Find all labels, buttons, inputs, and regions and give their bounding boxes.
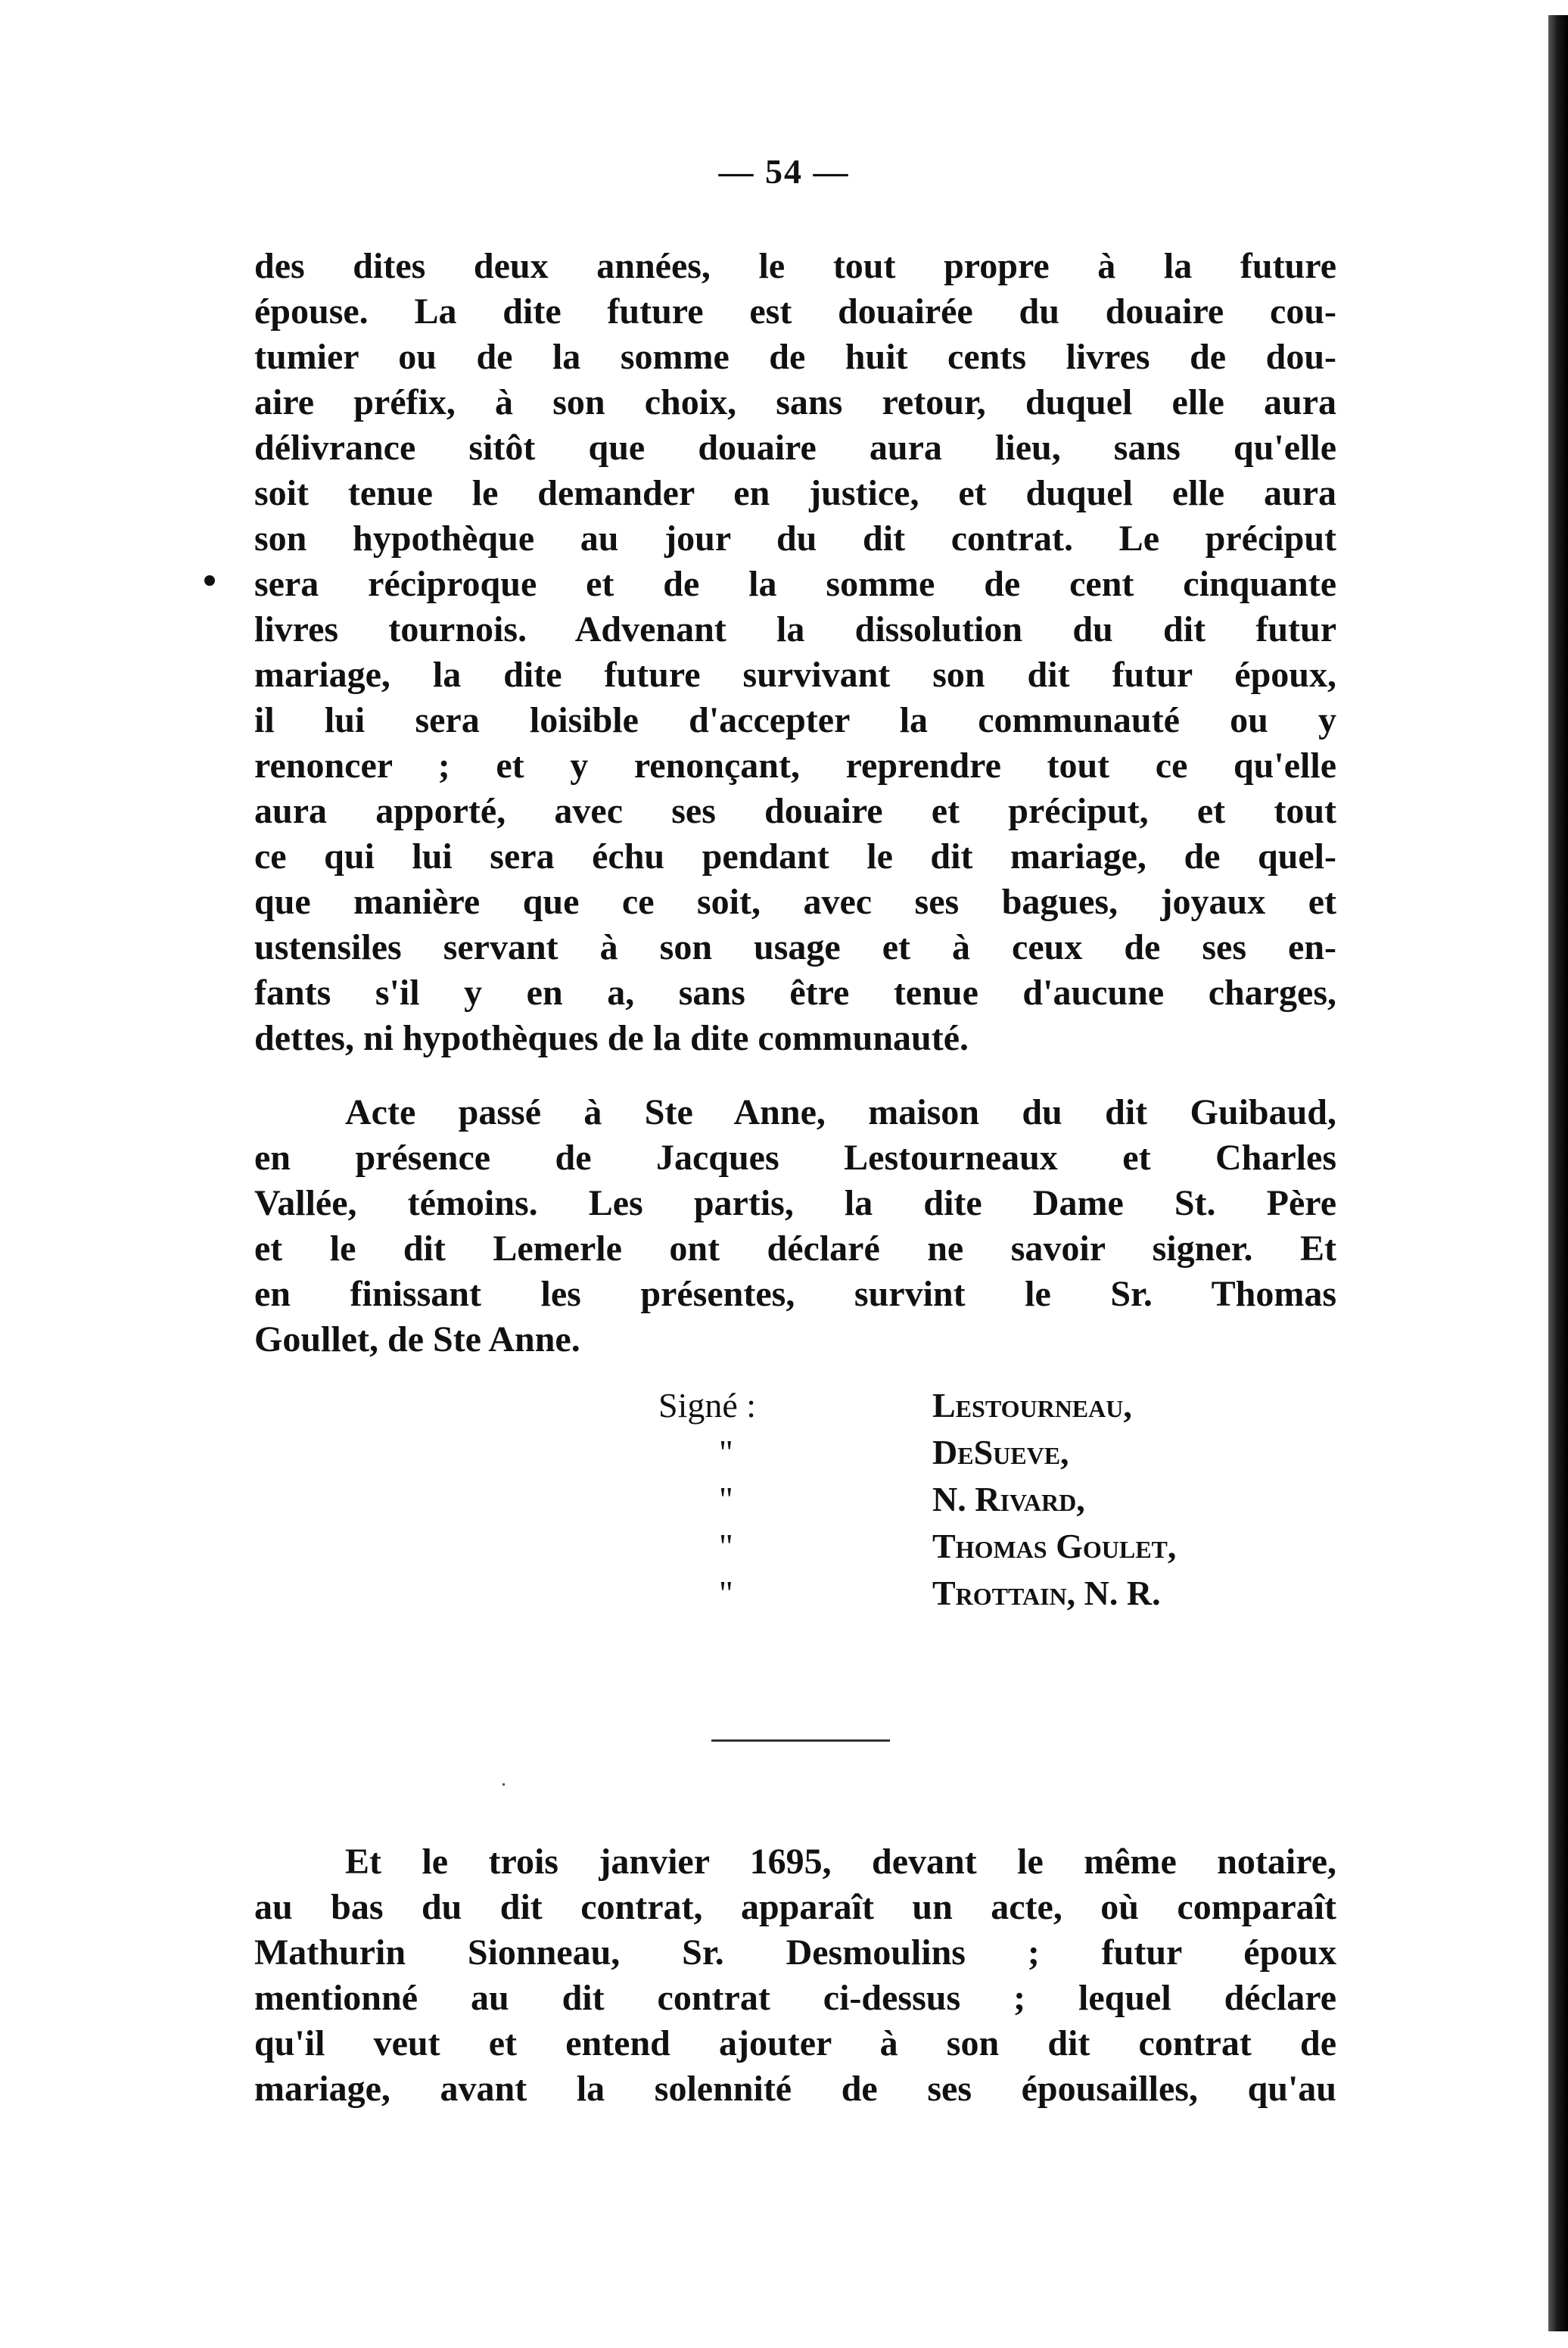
text-line: aire préfix, à son choix, sans retour, duquel elle aura <box>254 382 1336 422</box>
ditto-mark: " <box>719 1480 733 1518</box>
text-line: aura apporté, avec ses douaire et préciput, et tout <box>254 791 1336 831</box>
signature-name: Trottain, N. R. <box>932 1574 1161 1612</box>
page-number: — 54 — <box>718 152 850 191</box>
paragraph-contract-terms <box>254 244 1336 1061</box>
text-line: délivrance sitôt que douaire aura lieu, sans qu'elle <box>254 428 1336 468</box>
text-line: qu'il veut et entend ajouter à son dit contrat de <box>254 2023 1336 2063</box>
section-separator-rule <box>711 1739 890 1742</box>
text-line: renoncer ; et y renonçant, reprendre tout ce qu'elle <box>254 746 1336 786</box>
paragraph-act-passed <box>254 1090 1336 1362</box>
signature-row <box>0 1479 1568 1524</box>
text-line: livres tournois. Advenant la dissolution du dit futur <box>254 609 1336 649</box>
text-line: au bas du dit contrat, apparaît un acte, où comparaît <box>254 1887 1336 1927</box>
text-line: des dites deux années, le tout propre à la future <box>254 246 1336 286</box>
ditto-mark: " <box>719 1433 733 1471</box>
text-line: ustensiles servant à son usage et à ceux de ses en- <box>254 927 1336 967</box>
ditto-mark: " <box>719 1527 733 1565</box>
text-line: fants s'il y en a, sans être tenue d'aucune charges, <box>254 973 1336 1013</box>
text-line: mariage, la dite future survivant son dit futur époux, <box>254 655 1336 695</box>
signature-label: Signé : <box>658 1386 757 1425</box>
signature-row <box>0 1432 1568 1478</box>
scan-binding-edge <box>1548 15 1568 2331</box>
text-line: en finissant les présentes, survint le Sr. Thomas <box>254 1274 1336 1314</box>
print-speck <box>502 1783 505 1786</box>
text-line: Vallée, témoins. Les partis, la dite Dame St. Père <box>254 1183 1336 1223</box>
text-line: et le dit Lemerle ont déclaré ne savoir signer. Et <box>254 1228 1336 1269</box>
text-line: sera réciproque et de la somme de cent cinquante <box>254 564 1336 604</box>
text-line: il lui sera loisible d'accepter la communauté ou y <box>254 700 1336 740</box>
signature-row <box>0 1385 1568 1431</box>
ditto-mark: " <box>719 1574 733 1612</box>
text-line: Acte passé à Ste Anne, maison du dit Guibaud, <box>345 1092 1336 1132</box>
text-line: épouse. La dite future est douairée du douaire cou- <box>254 291 1336 332</box>
paragraph-addendum <box>254 1839 1336 2112</box>
text-line: soit tenue le demander en justice, et duquel elle aura <box>254 473 1336 513</box>
signature-name: Lestourneau, <box>932 1386 1132 1425</box>
text-line: son hypothèque au jour du dit contrat. Le préciput <box>254 518 1336 559</box>
signature-name: Thomas Goulet, <box>932 1527 1177 1565</box>
signature-row <box>0 1573 1568 1618</box>
text-line: en présence de Jacques Lestourneaux et Charles <box>254 1138 1336 1178</box>
text-line: que manière que ce soit, avec ses bagues, joyaux et <box>254 882 1336 922</box>
text-line: dettes, ni hypothèques de la dite communauté. <box>254 1018 969 1058</box>
text-line: Mathurin Sionneau, Sr. Desmoulins ; futur époux <box>254 1932 1336 1973</box>
margin-bullet-mark <box>204 575 215 586</box>
text-line: ce qui lui sera échu pendant le dit mariage, de quel- <box>254 836 1336 877</box>
text-line: Goullet, de Ste Anne. <box>254 1319 580 1359</box>
signature-row <box>0 1526 1568 1571</box>
signature-name: DeSueve, <box>932 1433 1069 1471</box>
text-line: tumier ou de la somme de huit cents livres de dou- <box>254 337 1336 377</box>
text-line: mentionné au dit contrat ci-dessus ; lequel déclare <box>254 1978 1336 2018</box>
text-line: Et le trois janvier 1695, devant le même notaire, <box>345 1842 1336 1882</box>
text-line: mariage, avant la solennité de ses épousailles, qu'au <box>254 2069 1336 2109</box>
signature-name: N. Rivard, <box>932 1480 1085 1518</box>
